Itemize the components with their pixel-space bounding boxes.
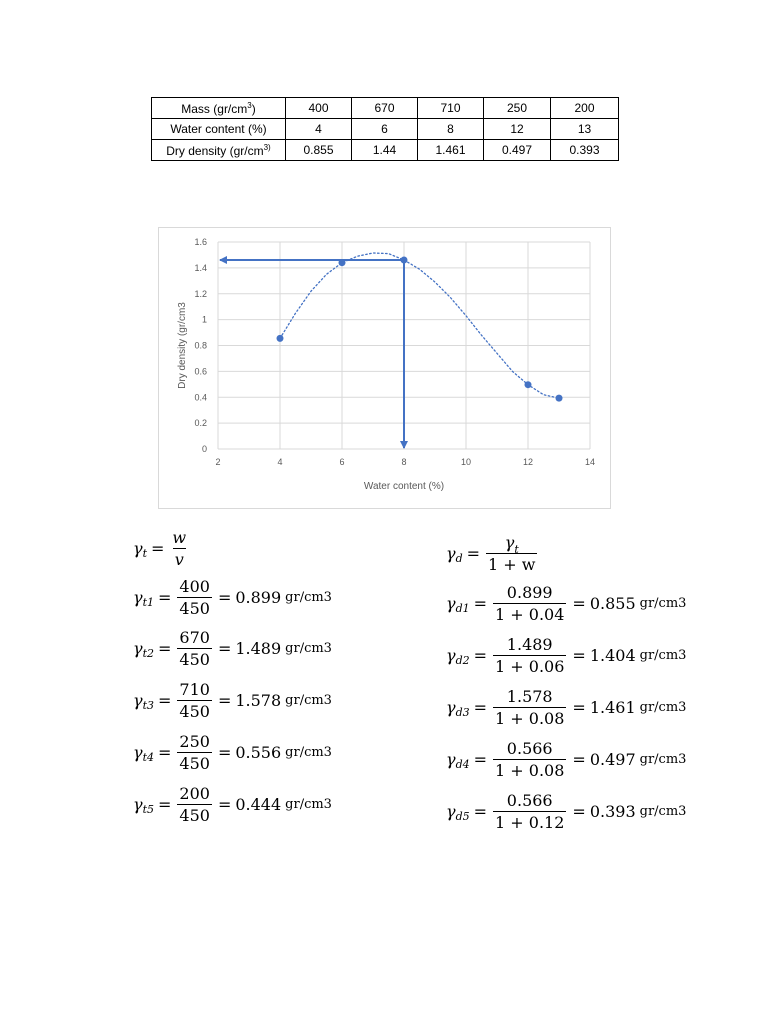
- unit-label: gr/cm3: [285, 693, 332, 708]
- trendline: [280, 253, 559, 398]
- gamma-subscript: t4: [142, 751, 154, 764]
- denominator: [486, 553, 537, 574]
- gamma-symbol: γ: [133, 539, 143, 558]
- equals-sign: =: [217, 588, 232, 607]
- gamma-subscript: d3: [455, 706, 470, 719]
- numerator: 1.578: [506, 687, 553, 706]
- numerator: [503, 533, 521, 556]
- gamma-subscript: d1: [455, 602, 470, 615]
- dry-density-chart: [159, 228, 610, 508]
- dry-unit-weight-equation-3: [446, 687, 686, 728]
- dry-unit-weight-equation-2: [446, 635, 686, 676]
- denominator: v: [174, 550, 184, 569]
- y-tick-label: 0.8: [194, 340, 207, 351]
- x-tick-label: 10: [460, 457, 472, 467]
- numerator: 710: [179, 680, 210, 699]
- gamma-subscript: d5: [455, 810, 470, 823]
- table-cell: 670: [352, 98, 418, 119]
- result-value: 1.578: [235, 691, 282, 710]
- numerator: 1.489: [506, 635, 553, 654]
- result-value: 0.899: [235, 588, 282, 607]
- data-point: [525, 381, 532, 388]
- unit-label: gr/cm3: [285, 641, 332, 656]
- denominator: 1 + 0.12: [495, 813, 565, 832]
- total-unit-weight-formula: [133, 528, 190, 569]
- x-tick-label: 8: [401, 457, 407, 467]
- denominator: 450: [179, 599, 210, 618]
- row-header-water: Water content (%): [152, 119, 286, 140]
- table-cell: 12: [484, 119, 551, 140]
- unit-label: gr/cm3: [639, 752, 687, 767]
- gamma-symbol: γ: [446, 698, 456, 717]
- equals-sign: =: [150, 539, 165, 558]
- equals-sign: =: [217, 795, 232, 814]
- numerator: w: [172, 528, 187, 547]
- equals-sign: =: [466, 544, 481, 563]
- denominator: 450: [179, 754, 210, 773]
- equals-sign: =: [473, 750, 488, 769]
- denominator: 450: [179, 702, 210, 721]
- dry-unit-weight-formula: [446, 533, 539, 574]
- gamma-subscript: d2: [455, 654, 470, 667]
- table-cell: 4: [286, 119, 352, 140]
- mass-label: Mass (gr/cm: [181, 101, 248, 116]
- gamma-symbol: γ: [133, 691, 143, 710]
- x-axis-title: Water content (%): [363, 481, 445, 492]
- denominator: 1 + 0.06: [495, 657, 565, 676]
- y-tick-label: 0.4: [194, 392, 207, 403]
- y-tick-label: 1.2: [194, 288, 207, 299]
- equals-sign: =: [572, 594, 586, 613]
- fraction: [170, 528, 188, 569]
- table-cell: 1.44: [352, 140, 418, 161]
- dry-unit-weight-equation-1: [446, 583, 686, 624]
- result-value: 1.404: [589, 646, 636, 665]
- unit-label: gr/cm3: [285, 797, 332, 812]
- y-tick-label: 1: [201, 314, 207, 325]
- total-unit-weight-equation-5: [133, 784, 332, 825]
- equals-sign: =: [572, 802, 586, 821]
- unit-label: gr/cm3: [639, 700, 687, 715]
- denominator: 450: [179, 650, 210, 669]
- equals-sign: =: [217, 691, 232, 710]
- table-cell: 1.461: [418, 140, 484, 161]
- denominator: 1 + 0.04: [495, 605, 565, 624]
- table-row-dry-density: [152, 140, 619, 161]
- denominator: 450: [179, 806, 210, 825]
- fraction: [493, 739, 566, 780]
- equals-sign: =: [217, 639, 232, 658]
- numerator: 200: [179, 784, 210, 803]
- denominator: 1 + 0.08: [495, 709, 565, 728]
- table-cell: 250: [484, 98, 551, 119]
- gamma-symbol: γ: [133, 639, 143, 658]
- fraction: [493, 791, 566, 832]
- total-unit-weight-equation-1: [133, 577, 332, 618]
- numerator: 670: [179, 628, 210, 647]
- table-cell: 6: [352, 119, 418, 140]
- x-tick-label: 2: [215, 457, 221, 467]
- dry-label-sup: 3): [263, 142, 271, 152]
- fraction: [493, 635, 566, 676]
- unit-label: gr/cm3: [639, 804, 687, 819]
- gamma-subscript: t5: [142, 803, 154, 816]
- table-row-water: [152, 119, 619, 140]
- numerator: 250: [179, 732, 210, 751]
- y-tick-label: 1.6: [194, 237, 207, 247]
- gamma-subscript: t1: [142, 596, 154, 609]
- gamma-symbol: γ: [446, 750, 456, 769]
- table-row-mass: [152, 98, 619, 119]
- data-table: [151, 97, 619, 161]
- row-header-mass: [152, 98, 286, 119]
- x-tick-label: 6: [339, 457, 345, 467]
- gamma-symbol: γ: [446, 802, 456, 821]
- total-unit-weight-equation-2: [133, 628, 332, 669]
- equals-sign: =: [157, 639, 172, 658]
- gamma-subscript: d4: [455, 758, 470, 771]
- fraction: [493, 583, 566, 624]
- unit-label: gr/cm3: [639, 596, 687, 611]
- numerator: 400: [179, 577, 210, 596]
- unit-label: gr/cm3: [639, 648, 687, 663]
- denominator: 1 + 0.08: [495, 761, 565, 780]
- equals-sign: =: [157, 691, 172, 710]
- equals-sign: =: [473, 594, 488, 613]
- equals-sign: =: [157, 588, 172, 607]
- denominator-text: 1 + w: [488, 555, 536, 574]
- result-value: 0.393: [589, 802, 636, 821]
- mass-label-close: ): [251, 101, 256, 116]
- table-cell: 0.855: [286, 140, 352, 161]
- gamma-symbol: γ: [446, 594, 456, 613]
- dry-unit-weight-equation-4: [446, 739, 686, 780]
- result-value: 1.461: [589, 698, 636, 717]
- gamma-subscript: t: [142, 547, 147, 560]
- equals-sign: =: [572, 698, 586, 717]
- table-cell: 13: [551, 119, 619, 140]
- row-header-dry-density: [152, 140, 286, 161]
- table-cell: 200: [551, 98, 619, 119]
- numerator: 0.566: [506, 739, 553, 758]
- dry-unit-weight-equation-5: [446, 791, 686, 832]
- y-tick-label: 0: [201, 444, 207, 454]
- gamma-symbol: γ: [446, 544, 456, 563]
- data-point: [339, 259, 346, 266]
- dry-label: Dry density (gr/cm: [166, 143, 264, 158]
- chart-frame: [158, 227, 611, 509]
- fraction: [493, 687, 566, 728]
- gamma-subscript: d: [455, 552, 463, 565]
- fraction: [177, 732, 212, 773]
- numerator: 0.899: [506, 583, 553, 602]
- y-axis-title: Dry density (gr/cm3: [177, 302, 188, 389]
- equals-sign: =: [157, 795, 172, 814]
- fraction: [486, 533, 537, 574]
- y-tick-label: 0.6: [194, 366, 207, 377]
- equals-sign: =: [473, 802, 488, 821]
- table-cell: 400: [286, 98, 352, 119]
- x-tick-label: 12: [522, 457, 534, 467]
- equals-sign: =: [217, 743, 232, 762]
- x-tick-label: 14: [584, 457, 596, 467]
- gamma-subscript: t2: [142, 647, 154, 660]
- unit-label: gr/cm3: [285, 745, 332, 760]
- gamma-symbol: γ: [504, 533, 515, 552]
- fraction: [177, 784, 212, 825]
- data-point: [277, 335, 284, 342]
- fraction: [177, 577, 212, 618]
- data-point: [556, 395, 563, 402]
- numerator: 0.566: [506, 791, 553, 810]
- x-tick-label: 4: [277, 457, 283, 467]
- equals-sign: =: [572, 646, 586, 665]
- fraction: [177, 680, 212, 721]
- equals-sign: =: [473, 646, 488, 665]
- equals-sign: =: [157, 743, 172, 762]
- result-value: 0.855: [589, 594, 636, 613]
- gamma-symbol: γ: [133, 795, 143, 814]
- result-value: 0.444: [235, 795, 282, 814]
- result-value: 0.497: [589, 750, 636, 769]
- gamma-subscript: t3: [142, 699, 154, 712]
- table-cell: 0.393: [551, 140, 619, 161]
- equals-sign: =: [473, 698, 488, 717]
- result-value: 0.556: [235, 743, 282, 762]
- table-cell: 0.497: [484, 140, 551, 161]
- table-cell: 710: [418, 98, 484, 119]
- y-tick-label: 0.2: [194, 418, 207, 429]
- gamma-subscript: t: [514, 543, 519, 556]
- y-tick-label: 1.4: [194, 262, 207, 273]
- unit-label: gr/cm3: [285, 590, 332, 605]
- table-cell: 8: [418, 119, 484, 140]
- result-value: 1.489: [235, 639, 282, 658]
- equals-sign: =: [572, 750, 586, 769]
- mass-label-sup: 3: [247, 100, 252, 110]
- gamma-symbol: γ: [446, 646, 456, 665]
- data-point: [401, 256, 408, 263]
- total-unit-weight-equation-4: [133, 732, 332, 773]
- gamma-symbol: γ: [133, 588, 143, 607]
- fraction: [177, 628, 212, 669]
- gamma-symbol: γ: [133, 743, 143, 762]
- total-unit-weight-equation-3: [133, 680, 332, 721]
